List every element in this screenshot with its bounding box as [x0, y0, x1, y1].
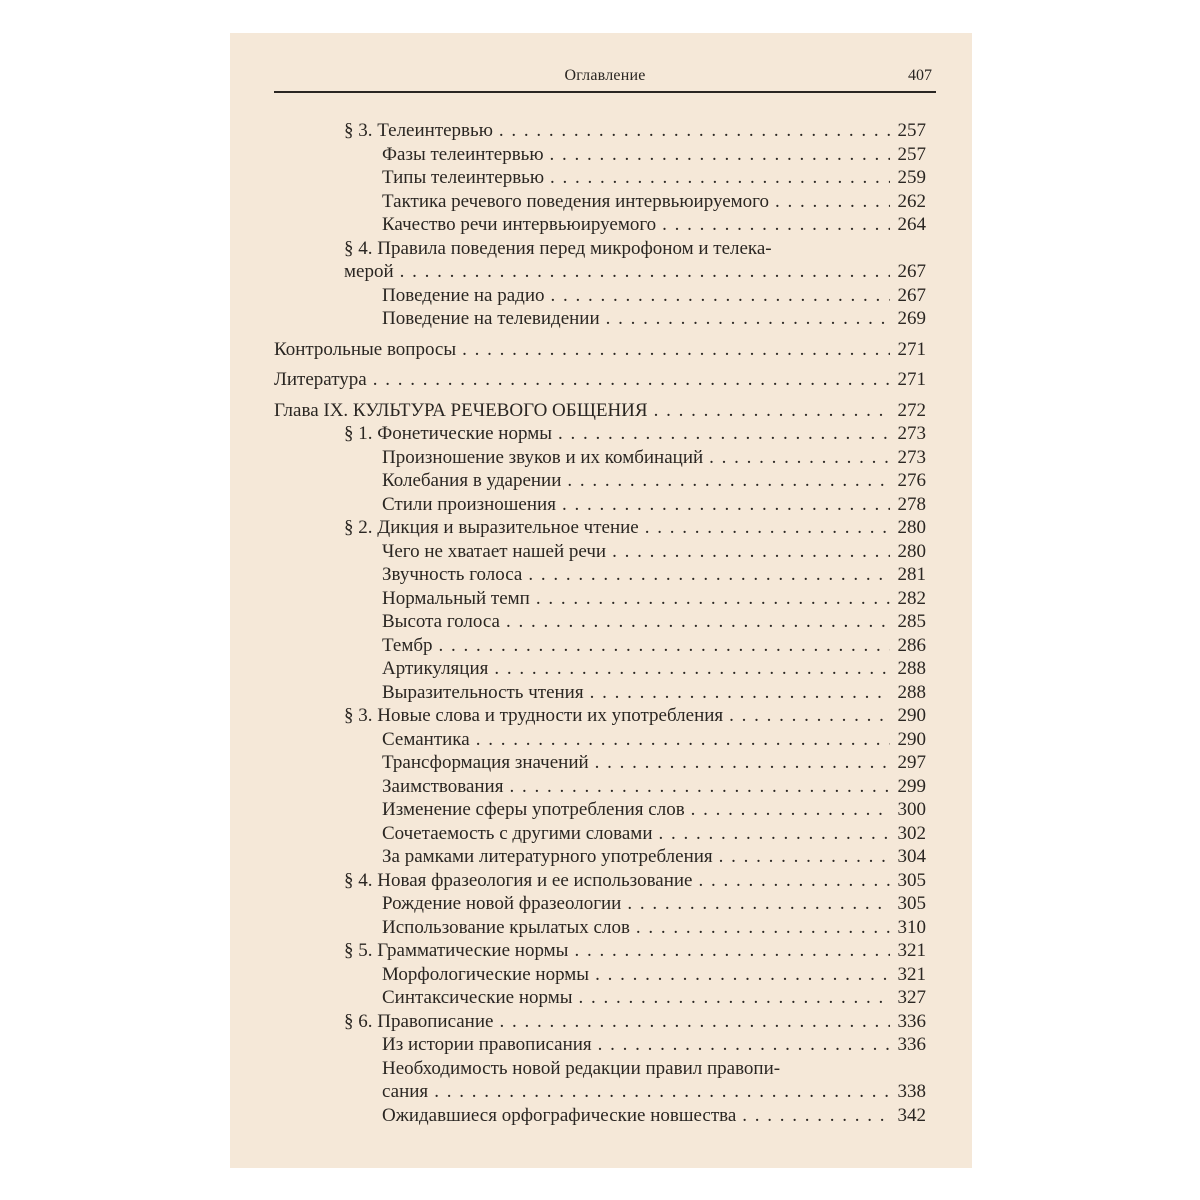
toc-entry-page: 297: [890, 751, 927, 775]
toc-entry-page: 305: [890, 869, 927, 893]
toc-entry-title: § 4. Новая фразеология и ее использование: [344, 870, 699, 891]
toc-entry: [344, 119, 926, 143]
toc-entry-page: 267: [890, 260, 927, 284]
toc-entry-title: Артикуляция: [382, 658, 494, 679]
toc-entry: [382, 1033, 926, 1057]
toc-entry: [382, 469, 926, 493]
toc-entry-page: 327: [890, 986, 927, 1010]
toc-entry-title: Использование крылатых слов: [382, 917, 636, 938]
toc-entry: [382, 307, 926, 331]
toc-entry-title: Качество речи интервьюируемого: [382, 214, 662, 235]
toc-entry-title: § 2. Дикция и выразительное чтение: [344, 517, 645, 538]
toc-entry-page: 259: [890, 166, 927, 190]
toc-entry-title: Типы телеинтервью: [382, 167, 550, 188]
toc-entry: [382, 657, 926, 681]
toc-entry: [344, 260, 926, 284]
book-page: [230, 33, 972, 1168]
toc-entry-title: Колебания в ударении: [382, 470, 567, 491]
toc-entry: [274, 399, 926, 423]
toc-entry: [382, 1080, 926, 1104]
toc-entry-title: Фазы телеинтервью: [382, 144, 550, 165]
toc-entry-title: Необходимость новой редакции правил правопи-: [382, 1057, 781, 1079]
toc-entry: [382, 986, 926, 1010]
toc-entry: [344, 939, 926, 963]
toc-entry-page: 321: [890, 963, 927, 987]
toc-entry-title: Сочетаемость с другими словами: [382, 823, 658, 844]
toc-entry-page: 276: [890, 469, 927, 493]
toc-entry-page: 264: [890, 213, 927, 237]
toc-entry-title: Звучность голоса: [382, 564, 528, 585]
toc-entry: [382, 822, 926, 846]
toc-entry-page: 281: [890, 563, 927, 587]
toc-entry-title: § 6. Правописание: [344, 1011, 499, 1032]
toc-entry-page: 288: [890, 681, 927, 705]
toc-entry-page: 269: [890, 307, 927, 331]
toc-entry-title: Заимствования: [382, 776, 509, 797]
toc-entry-title: § 3. Телеинтервью: [344, 120, 499, 141]
toc-entry-title: Глава IX. КУЛЬТУРА РЕЧЕВОГО ОБЩЕНИЯ: [274, 400, 654, 421]
toc-entry-page: 273: [890, 446, 927, 470]
running-head: [274, 61, 936, 93]
toc-entry-page: 267: [890, 284, 927, 308]
toc-entry-title: § 3. Новые слова и трудности их употребления: [344, 705, 729, 726]
toc-entry-title: Из истории правописания: [382, 1034, 598, 1055]
toc-entry-title: Выразительность чтения: [382, 682, 590, 703]
toc-entry-title: § 4. Правила поведения перед микрофоном и телека-: [344, 237, 772, 259]
toc-entry: [382, 446, 926, 470]
toc-entry-page: 305: [890, 892, 927, 916]
toc-entry-page: 342: [890, 1104, 927, 1128]
toc-entry-title: Синтаксические нормы: [382, 987, 578, 1008]
toc-entry-page: 280: [890, 516, 927, 540]
toc-entry-page: 288: [890, 657, 927, 681]
toc-entry: [382, 1104, 926, 1128]
toc-entry: [382, 563, 926, 587]
toc-entry: [382, 190, 926, 214]
toc-entry-page: 302: [890, 822, 927, 846]
toc-entry-page: 338: [890, 1080, 927, 1104]
toc-entry-title: За рамками литературного употребления: [382, 846, 719, 867]
toc-entry-title: Трансформация значений: [382, 752, 595, 773]
toc-entry-page: 286: [890, 634, 927, 658]
toc-entry-page: 304: [890, 845, 927, 869]
toc-entry: [382, 587, 926, 611]
toc-entry-page: 290: [890, 704, 927, 728]
toc-entry: [382, 634, 926, 658]
toc-entry: [274, 368, 926, 392]
toc-entry: [382, 143, 926, 167]
toc-entry: [344, 869, 926, 893]
toc-entry-page: 300: [890, 798, 927, 822]
toc-entry: [382, 540, 926, 564]
toc-entry-title: Ожидавшиеся орфографические новшества: [382, 1105, 742, 1126]
toc-entry-title: Изменение сферы употребления слов: [382, 799, 691, 820]
toc-entry-title: Тактика речевого поведения интервьюируемого: [382, 191, 775, 212]
toc-entry-page: 282: [890, 587, 927, 611]
toc-entry-page: 271: [890, 368, 927, 392]
toc-entry-page: 280: [890, 540, 927, 564]
toc-entry: [382, 681, 926, 705]
toc-entry: [344, 237, 926, 261]
toc-entry-page: 285: [890, 610, 927, 634]
toc-entry: [344, 704, 926, 728]
toc-entry: [382, 916, 926, 940]
toc-entry: [382, 493, 926, 517]
table-of-contents: [274, 119, 926, 1127]
toc-entry-title: Стили произношения: [382, 494, 562, 515]
toc-entry-page: 321: [890, 939, 927, 963]
toc-entry-page: 299: [890, 775, 927, 799]
toc-entry: [382, 213, 926, 237]
toc-entry: [382, 845, 926, 869]
toc-entry-title: Контрольные вопросы: [274, 339, 462, 360]
toc-entry-title: Поведение на телевидении: [382, 308, 606, 329]
running-head-page-number: 407: [908, 67, 932, 84]
toc-entry: [382, 1057, 926, 1081]
toc-entry-title: Морфологические нормы: [382, 964, 595, 985]
toc-entry: [344, 1010, 926, 1034]
toc-entry: [382, 775, 926, 799]
toc-entry-page: 257: [890, 143, 927, 167]
running-head-title: Оглавление: [564, 67, 646, 84]
toc-entry-page: 290: [890, 728, 927, 752]
toc-entry-title: § 5. Грамматические нормы: [344, 940, 574, 961]
toc-entry-page: 336: [890, 1010, 927, 1034]
toc-entry-title: мерой: [344, 261, 400, 282]
toc-entry-title: Рождение новой фразеологии: [382, 893, 627, 914]
toc-entry-page: 278: [890, 493, 927, 517]
toc-entry-title: § 1. Фонетические нормы: [344, 423, 558, 444]
toc-entry: [382, 798, 926, 822]
toc-entry: [382, 963, 926, 987]
toc-entry: [382, 728, 926, 752]
toc-entry-page: 262: [890, 190, 927, 214]
toc-entry: [382, 892, 926, 916]
toc-entry-title: сания: [382, 1081, 434, 1102]
toc-entry: [382, 166, 926, 190]
toc-entry-title: Литература: [274, 369, 373, 390]
toc-entry: [344, 422, 926, 446]
toc-entry-page: 257: [890, 119, 927, 143]
toc-entry: [382, 284, 926, 308]
toc-entry-page: 273: [890, 422, 927, 446]
toc-entry: [382, 751, 926, 775]
toc-entry-title: Высота голоса: [382, 611, 506, 632]
toc-entry-title: Нормальный темп: [382, 588, 536, 609]
toc-entry: [274, 338, 926, 362]
toc-entry-page: 336: [890, 1033, 927, 1057]
toc-entry-title: Тембр: [382, 635, 439, 656]
toc-entry-page: 271: [890, 338, 927, 362]
toc-entry-title: Семантика: [382, 729, 476, 750]
toc-entry-title: Чего не хватает нашей речи: [382, 541, 612, 562]
toc-entry: [382, 610, 926, 634]
toc-entry-page: 310: [890, 916, 927, 940]
toc-entry-title: Поведение на радио: [382, 285, 551, 306]
toc-entry-page: 272: [890, 399, 927, 423]
toc-entry-title: Произношение звуков и их комбинаций: [382, 447, 709, 468]
toc-entry: [344, 516, 926, 540]
